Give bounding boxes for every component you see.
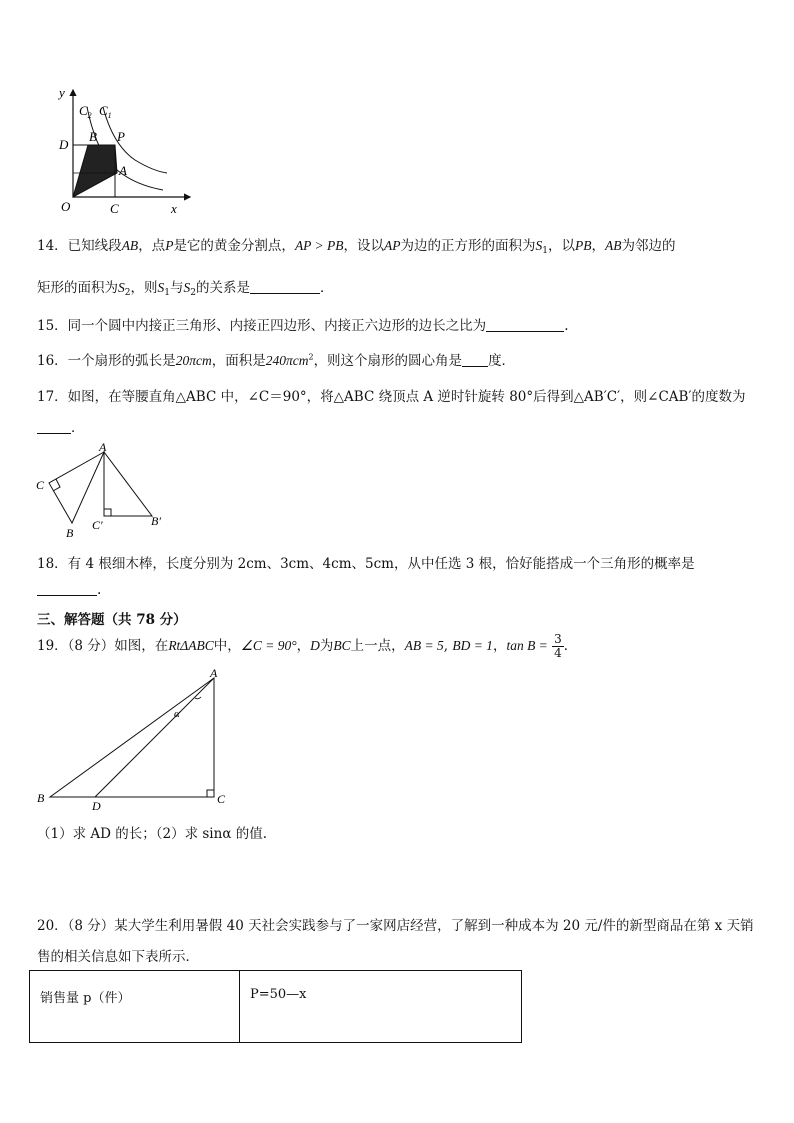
rotation-figure	[30, 440, 180, 540]
label-c2: $C_2$	[79, 103, 92, 120]
label-alpha: α	[174, 708, 180, 720]
angle-arc	[195, 697, 201, 699]
question-19-parts: （1）求 AD 的长；（2）求 sinα 的值.	[37, 826, 268, 842]
label-b: B	[89, 129, 97, 144]
right-angle-c	[53, 479, 60, 491]
triangle-abc	[50, 678, 214, 797]
answer-blank-15[interactable]	[486, 319, 564, 332]
table-row	[30, 971, 522, 1043]
label-c1: $C_1$	[99, 103, 112, 120]
fraction: $\frac{3}{4}$	[554, 632, 562, 660]
question-20-line1: 20．（8 分）某大学生利用暑假 40 天社会实践参与了一家网店经营，了解到一种成本为 20 元/件的新型商品在第 x 天销	[37, 918, 754, 934]
label-d: D	[59, 137, 69, 152]
question-20-line2: 售的相关信息如下表所示．	[37, 949, 199, 965]
triangle-abpcp	[104, 452, 152, 516]
right-triangle-figure	[30, 665, 240, 810]
shaded-region	[73, 145, 117, 197]
label-b-prime: B′	[151, 514, 161, 528]
question-18-line2: .	[37, 582, 101, 598]
section-heading: 三、解答题（共 78 分）	[37, 612, 187, 628]
label-d: D	[92, 799, 101, 810]
label-a: A	[119, 163, 127, 178]
label-a: A	[210, 666, 218, 680]
answer-blank-17[interactable]	[37, 421, 71, 434]
right-angle-cp	[104, 509, 111, 516]
question-16: 16．一个扇形的弧长是20πcm，面积是240πcm$^2$，则这个扇形的圆心角是 度．	[37, 352, 516, 369]
segment-ad	[95, 678, 214, 797]
question-14-line2: 矩形的面积为$S_2$，则$S_1$与$S_2$的关系是 ．	[37, 280, 334, 298]
triangle-abc	[49, 452, 104, 523]
question-14-line1: 14．已知线段AB，点P是它的黄金分割点，AP > PB，设以AP为边的正方形的面积为$S_1$，以PB，AB为邻边的	[37, 238, 676, 256]
label-a: A	[99, 440, 107, 454]
answer-blank-14[interactable]	[250, 281, 320, 294]
answer-blank-16[interactable]	[462, 354, 488, 367]
label-c: C	[217, 792, 226, 806]
question-17-line1: 17．如图，在等腰直角△ABC 中，∠C＝90°，将△ABC 绕顶点 A 逆时针旋转 80°后得到△AB′C′，则∠CAB′的度数为	[37, 389, 746, 405]
graph-figure	[55, 85, 195, 220]
label-b: B	[37, 791, 45, 805]
label-c-prime: C′	[92, 518, 103, 532]
table-cell: P=50—x	[240, 971, 522, 1043]
question-17-line2: ．	[37, 416, 85, 436]
right-angle-c	[207, 790, 214, 797]
label-x: x	[171, 201, 177, 216]
question-19: 19．（8 分）如图，在RtΔABC中，∠C = 90°，D为BC上一点，AB = 5, BD = 1，tan B = $\frac{3}{4}$ ．	[37, 632, 578, 660]
label-c: C	[36, 478, 45, 492]
label-b: B	[66, 526, 74, 540]
label-p: P	[117, 129, 125, 144]
table-cell: 销售量 p（件）	[30, 971, 240, 1043]
label-c: C	[110, 201, 119, 216]
answer-blank-18[interactable]	[37, 583, 97, 596]
label-o: O	[61, 199, 71, 214]
question-18-line1: 18．有 4 根细木棒，长度分别为 2cm、3cm、4cm、5cm，从中任选 3 根，恰好能搭成一个三角形的概率是	[37, 556, 695, 572]
sales-table	[29, 970, 522, 1043]
label-y: y	[59, 85, 65, 100]
question-15: 15．同一个圆中内接正三角形、内接正四边形、内接正六边形的边长之比为 .	[37, 318, 569, 334]
